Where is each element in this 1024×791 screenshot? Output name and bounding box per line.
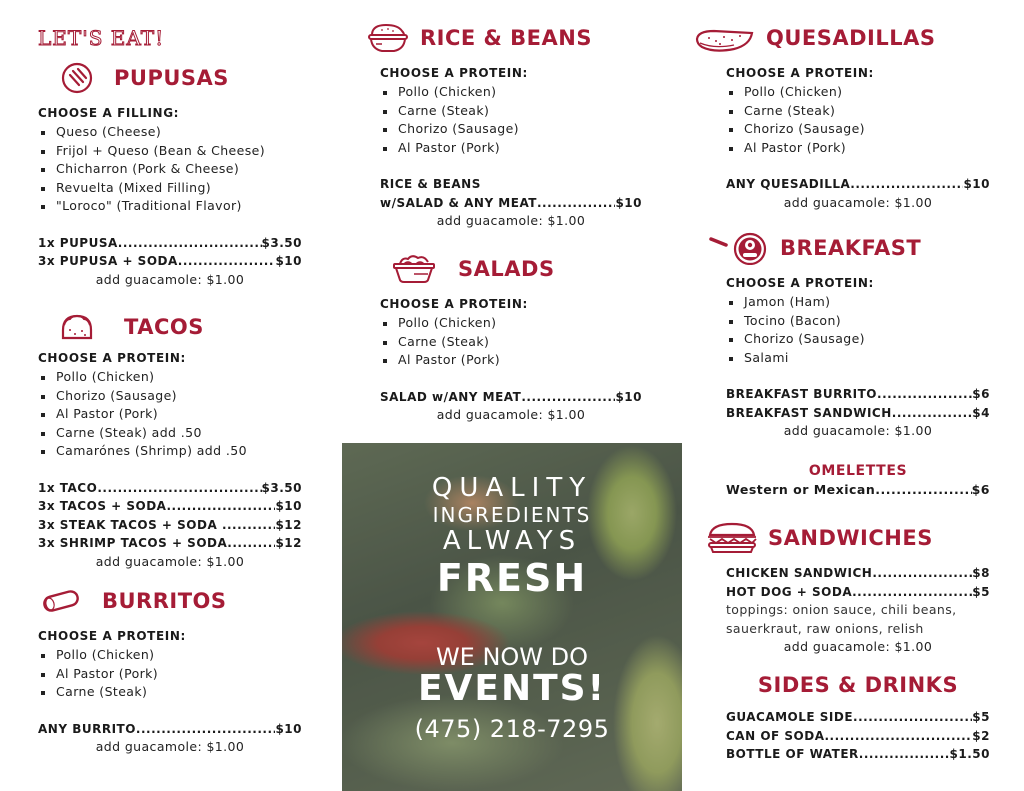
option-item: Al Pastor (Pork) [380,351,642,370]
price-row [38,479,302,498]
leader-dots [227,534,275,553]
item-price: $12 [275,536,302,550]
choose-label: CHOOSE A FILLING: [38,106,180,120]
item-price: $5 [972,710,990,724]
leader-dots [850,175,963,194]
option-item: Camarónes (Shrimp) add .50 [38,442,302,461]
breakfast-pan-icon [708,231,772,265]
price-row [38,497,302,516]
item-price: $10 [275,499,302,513]
promo-events: EVENTS! [417,668,607,709]
price-row [726,727,990,746]
option-item: Chorizo (Sausage) [726,120,990,139]
item-name: CAN OF SODA [726,728,825,743]
item-price: $12 [275,517,302,532]
section-title: SALADS [458,257,555,281]
price-list [38,234,302,271]
section-salads [380,251,642,425]
salad-bowl-icon [390,252,438,286]
item-price: $10 [275,254,302,268]
price-row [726,404,990,423]
section-header [704,520,990,556]
section-quesadillas [694,20,990,212]
lets-eat-title: LET'S EAT! [38,26,165,50]
option-item: Tocino (Bacon) [726,312,990,331]
price-list [380,388,642,407]
promo-fresh: FRESH [436,556,588,600]
item-price: $2 [972,728,990,743]
item-price: $10 [615,195,642,210]
leader-dots [222,516,276,535]
sandwich-icon [704,521,760,555]
options-list [380,314,642,370]
item-price: $3.50 [261,480,302,495]
section-rice-beans [366,20,642,231]
guacamole-note: add guacamole: $1.00 [95,271,245,287]
options-list [726,293,990,367]
option-item: Chorizo (Sausage) [38,387,302,406]
option-item: Jamon (Ham) [726,293,990,312]
options-list [38,123,302,216]
leader-dots [875,481,971,500]
option-item: Revuelta (Mixed Filling) [38,179,302,198]
section-title: SANDWICHES [768,526,933,550]
item-price: $8 [972,566,990,580]
option-item: Al Pastor (Pork) [380,139,642,158]
item-name: w/SALAD & ANY MEAT [380,195,537,210]
promo-quality: QUALITY [431,473,593,503]
leader-dots [136,720,276,739]
price-row [38,516,302,535]
option-item: Frijol + Queso (Bean & Cheese) [38,142,302,161]
option-item: Chorizo (Sausage) [380,120,642,139]
section-header [366,20,642,56]
leader-dots [118,234,262,253]
leader-dots [166,497,275,516]
option-item: Pollo (Chicken) [726,83,990,102]
item-price: $6 [972,387,990,401]
section-burritos [38,583,302,757]
choose-label: CHOOSE A PROTEIN: [38,629,186,643]
option-item: Al Pastor (Pork) [38,665,302,684]
section-header [38,60,302,96]
item-name: HOT DOG + SODA [726,584,853,599]
choose-label: CHOOSE A PROTEIN: [726,66,874,80]
item-name-line: RICE & BEANS [380,177,481,191]
option-item: Carne (Steak) [380,333,642,352]
option-item: Al Pastor (Pork) [38,405,302,424]
options-list [726,83,990,157]
options-list [38,368,302,461]
item-name: SALAD w/ANY MEAT [380,389,522,404]
promo-ingredients: INGREDIENTS [432,503,592,527]
price-row [726,583,990,602]
promo-we-now-do: WE NOW DO [435,643,589,671]
option-item: Pollo (Chicken) [38,646,302,665]
section-header [694,20,990,56]
leader-dots [877,385,972,404]
section-tacos [38,309,302,571]
item-name: CHICKEN SANDWICH [726,566,873,580]
quesadilla-icon [694,21,756,55]
leader-dots [892,404,973,423]
guacamole-note: add guacamole: $1.00 [436,407,586,422]
leader-dots [824,727,972,746]
option-item: "Loroco" (Traditional Flavor) [38,197,302,216]
item-price: $4 [972,405,990,420]
section-breakfast [708,230,990,499]
price-row [380,194,642,213]
promo-always: ALWAYS [442,526,582,556]
item-price: $10 [615,389,642,404]
section-sides-drinks [726,670,990,764]
item-name: 3x TACOS + SODA [38,499,167,513]
section-header [38,583,302,619]
section-title: BURRITOS [102,589,227,613]
section-sandwiches [704,520,990,657]
options-list [38,646,302,702]
section-header [708,230,990,266]
leader-dots [178,252,276,271]
price-row [38,720,302,739]
item-price: $10 [963,177,990,191]
price-row [726,564,990,583]
price-list [380,175,642,212]
guacamole-note: add guacamole: $1.00 [436,213,586,228]
choose-label: CHOOSE A PROTEIN: [380,66,528,80]
section-title: BREAKFAST [780,236,922,260]
price-list [38,479,302,553]
leader-dots [859,745,950,764]
guacamole-note: add guacamole: $1.00 [783,423,933,438]
price-row [726,175,990,194]
option-item: Carne (Steak) [38,683,302,702]
price-row [726,385,990,404]
leader-dots [853,708,972,727]
taco-icon [58,310,96,344]
price-row [38,234,302,253]
item-price: $10 [275,721,302,736]
option-item: Chorizo (Sausage) [726,330,990,349]
item-name: Western or Mexican [726,481,876,497]
option-item: Carne (Steak) add .50 [38,424,302,443]
section-title: TACOS [124,315,204,339]
item-name: BOTTLE OF WATER [726,747,859,761]
choose-label: CHOOSE A PROTEIN: [38,351,186,365]
price-list [726,385,990,422]
item-name: 1x PUPUSA [38,235,118,250]
price-row [38,534,302,553]
item-name: 3x STEAK TACOS + SODA [38,517,222,532]
promo-image-panel [342,443,682,791]
pupusa-icon [60,61,96,95]
leader-dots [97,479,261,498]
option-item: Carne (Steak) [726,102,990,121]
leader-dots [872,564,972,583]
item-price: $3.50 [261,235,302,250]
option-item: Pollo (Chicken) [380,314,642,333]
item-price: $1.50 [949,747,990,761]
option-item: Pollo (Chicken) [38,368,302,387]
section-title: SIDES & DRINKS [757,673,959,697]
toppings-note: toppings: onion sauce, chili beans, sauerkraut, raw onions, relish [726,602,957,636]
item-name: 1x TACO [38,480,98,495]
item-name: 3x SHRIMP TACOS + SODA [38,536,228,550]
price-list [726,175,990,194]
item-name: BREAKFAST BURRITO [726,387,878,401]
item-price: $6 [971,481,990,497]
leader-dots [537,194,615,213]
item-name: ANY QUESADILLA [726,177,851,191]
option-item: Chicharron (Pork & Cheese) [38,160,302,179]
guacamole-note: add guacamole: $1.00 [783,639,933,654]
item-price: $5 [972,584,990,599]
guacamole-note: add guacamole: $1.00 [95,553,245,569]
price-row [38,252,302,271]
price-row [726,481,990,500]
promo-phone[interactable]: (475) 218-7295 [414,715,610,743]
section-pupusas [38,60,302,289]
price-row [726,708,990,727]
options-list [380,83,642,157]
burrito-icon [40,584,82,618]
leader-dots [521,388,615,407]
option-item: Pollo (Chicken) [380,83,642,102]
price-row [380,388,642,407]
section-header [380,251,642,287]
price-list [38,720,302,739]
option-item: Queso (Cheese) [38,123,302,142]
item-name: ANY BURRITO [38,721,136,736]
guacamole-note: add guacamole: $1.00 [95,739,245,754]
omelettes-title: OMELETTES [808,462,908,479]
price-row [726,745,990,764]
choose-label: CHOOSE A PROTEIN: [380,297,528,311]
option-item: Carne (Steak) [380,102,642,121]
section-title: PUPUSAS [114,66,229,90]
rice-bowl-icon [366,21,410,55]
choose-label: CHOOSE A PROTEIN: [726,276,874,290]
section-header [38,309,302,345]
leader-dots [852,583,972,602]
item-name: BREAKFAST SANDWICH [726,405,892,420]
option-item: Al Pastor (Pork) [726,139,990,158]
guacamole-note: add guacamole: $1.00 [783,194,933,210]
item-name: GUACAMOLE SIDE [726,710,854,724]
section-title: RICE & BEANS [420,26,592,50]
option-item: Salami [726,349,990,368]
section-title: QUESADILLAS [766,26,936,50]
item-name: 3x PUPUSA + SODA [38,254,178,268]
price-list [726,708,990,764]
